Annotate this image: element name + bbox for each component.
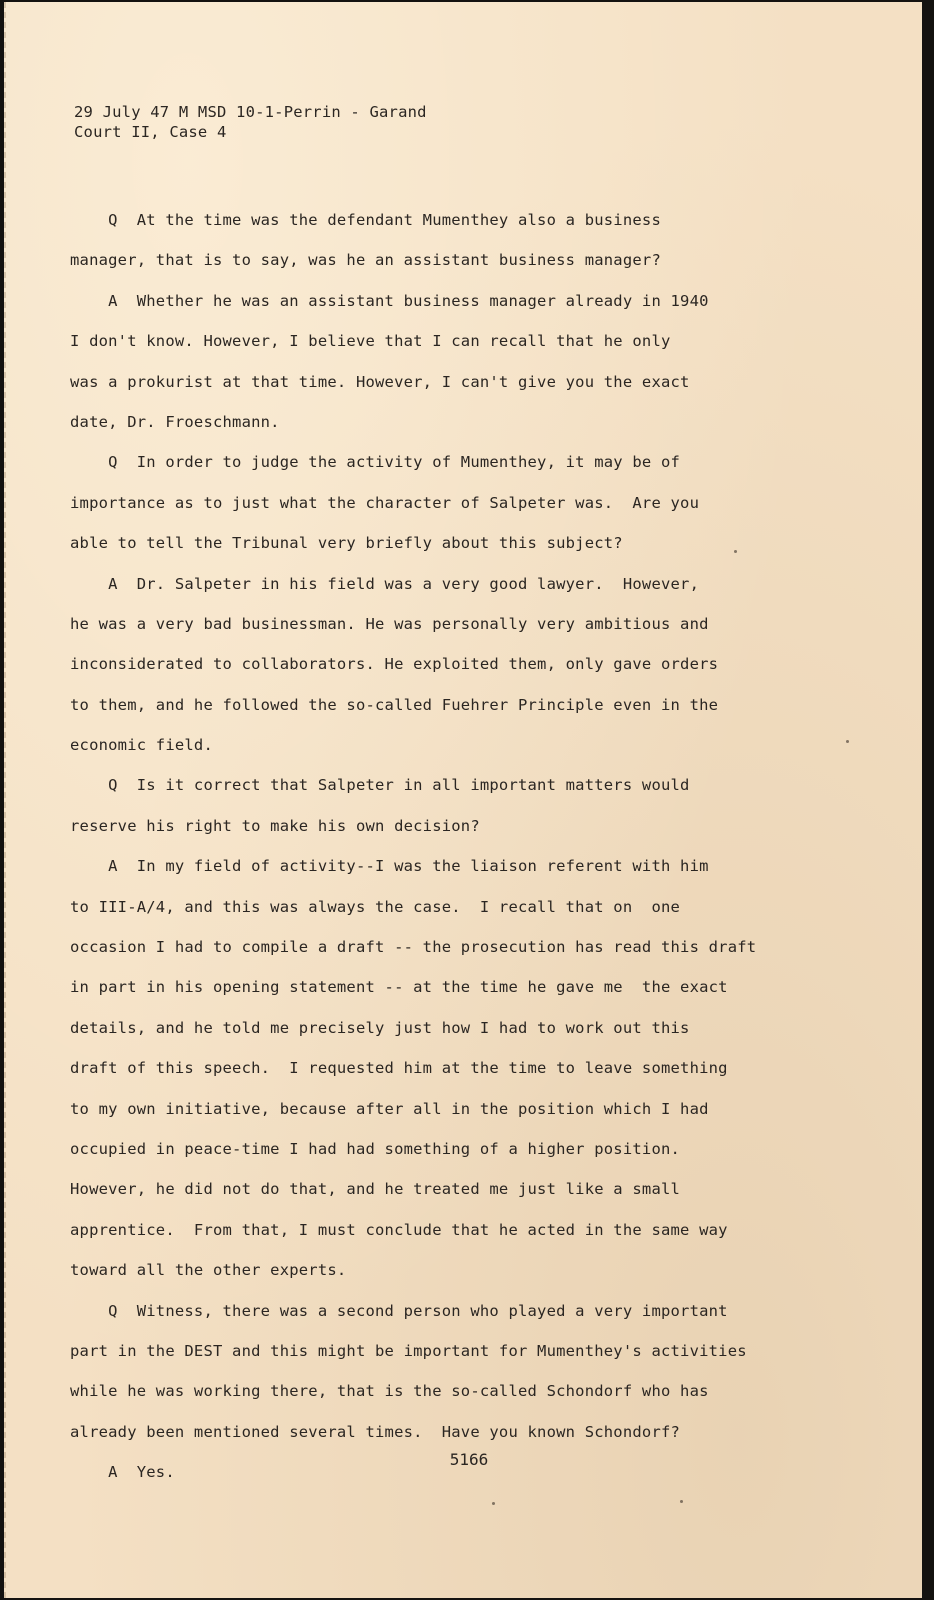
text-line: draft of this speech. I requested him at the time to leave something [70,1059,728,1078]
text-line: reserve his right to make his own decision? [70,816,480,835]
text-line: to them, and he followed the so-called Fuehrer Principle even in the [70,695,719,714]
text-line: to III-A/4, and this was always the case. I recall that on one [70,897,681,916]
text-line: occupied in peace-time I had had something of a higher position. [70,1139,681,1158]
text-line: manager, that is to say, was he an assistant business manager? [70,251,661,270]
text-line: A In my field of activity--I was the liaison referent with him [70,857,709,876]
text-line: A Yes. [70,1463,175,1482]
text-line: was a prokurist at that time. However, I can't give you the exact [70,372,690,391]
text-line: able to tell the Tribunal very briefly about this subject? [70,534,623,553]
text-line: inconsiderated to collaborators. He exploited them, only gave orders [70,655,719,674]
text-line: date, Dr. Froeschmann. [70,412,280,431]
text-line: while he was working there, that is the so-called Schondorf who has [70,1382,709,1401]
page-number: 5166 [449,1450,489,1469]
text-line: to my own initiative, because after all in the position which I had [70,1099,709,1118]
text-line: apprentice. From that, I must conclude that he acted in the same way [70,1220,728,1239]
text-line: Q In order to judge the activity of Mumenthey, it may be of [70,453,681,472]
text-line: A Dr. Salpeter in his field was a very good lawyer. However, [70,574,700,593]
text-line: importance as to just what the character of Salpeter was. Are you [70,493,700,512]
text-line: occasion I had to compile a draft -- the prosecution has read this draft [70,938,757,957]
text-line: he was a very bad businessman. He was personally very ambitious and [70,614,709,633]
text-line: in part in his opening statement -- at the time he gave me the exact [70,978,728,997]
text-line: already been mentioned several times. Have you known Schondorf? [70,1422,681,1441]
text-line: details, and he told me precisely just how I had to work out this [70,1018,690,1037]
text-line: Q At the time was the defendant Mumenthey also a business [70,211,661,229]
transcript-body [70,200,850,1493]
text-line: toward all the other experts. [70,1261,347,1280]
text-line: A Whether he was an assistant business manager already in 1940 [70,291,709,310]
document-header [74,102,427,142]
text-line: economic field. [70,736,213,755]
paper-speck [734,550,737,553]
text-line: I don't know. However, I believe that I can recall that he only [70,332,671,351]
paper-speck [492,1502,495,1505]
text-line: Q Witness, there was a second person who played a very important [70,1301,728,1320]
header-line-2: Court II, Case 4 [74,123,227,141]
document-page [4,2,922,1598]
paper-speck [846,740,849,743]
text-line: Q Is it correct that Salpeter in all important matters would [70,776,690,795]
text-line: part in the DEST and this might be important for Mumenthey's activities [70,1341,747,1360]
text-line: However, he did not do that, and he treated me just like a small [70,1180,681,1199]
header-line-1: 29 July 47 M MSD 10-1-Perrin - Garand [74,103,427,121]
paper-speck [680,1500,683,1503]
